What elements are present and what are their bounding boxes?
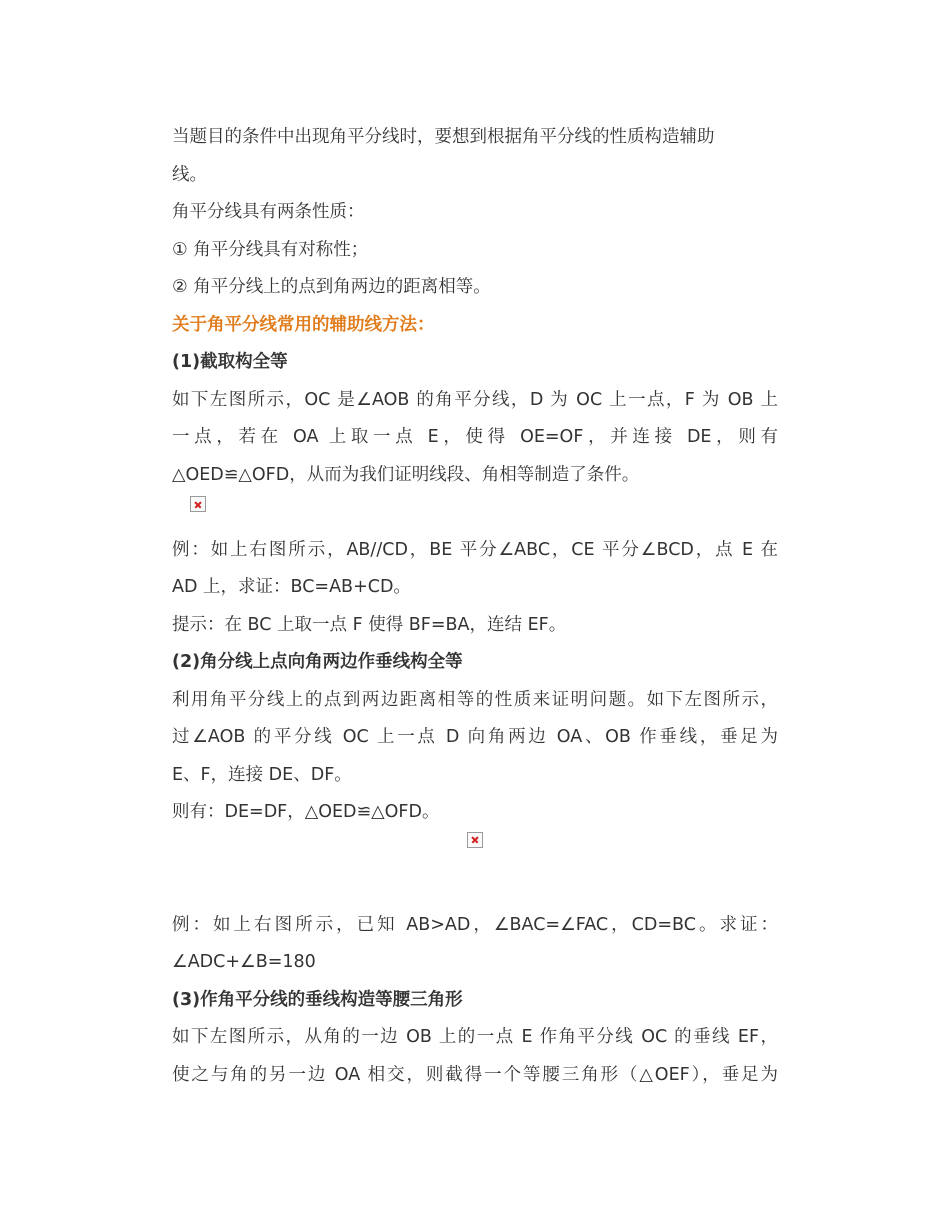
method-1-example-line-1: 例：如上右图所示，AB//CD，BE 平分∠ABC，CE 平分∠BCD，点 E 在 xyxy=(172,539,778,560)
method-2-example-line-1: 例：如上右图所示，已知 AB>AD，∠BAC=∠FAC，CD=BC。求证： xyxy=(172,914,778,935)
method-2-para-line-2: 过∠AOB 的平分线 OC 上一点 D 向角两边 OA、OB 作垂线，垂足为 xyxy=(172,727,778,747)
method-2-para-line-3: E、F，连接 DE、DF。 xyxy=(172,764,352,785)
method-2-para-line-1: 利用角平分线上的点到两边距离相等的性质来证明问题。如下左图所示， xyxy=(172,689,778,710)
method-2-title: (2)角分线上点向角两边作垂线构全等 xyxy=(172,652,463,672)
method-3-para-line-2: 使之与角的另一边 OA 相交，则截得一个等腰三角形（△OEF），垂足为 xyxy=(172,1064,778,1085)
intro-line-3: 角平分线具有两条性质： xyxy=(172,202,365,222)
method-1-title: (1)截取构全等 xyxy=(172,352,288,372)
method-3-title: (3)作角平分线的垂线构造等腰三角形 xyxy=(172,989,463,1010)
method-3-para-line-1: 如下左图所示，从角的一边 OB 上的一点 E 作角平分线 OC 的垂线 EF， xyxy=(172,1027,778,1047)
broken-image-icon xyxy=(190,496,206,512)
method-1-example-line-2: AD 上，求证：BC=AB+CD。 xyxy=(172,577,411,597)
method-2-example-line-2: ∠ADC+∠B=180 xyxy=(172,952,316,972)
property-2: ② 角平分线上的点到角两边的距离相等。 xyxy=(172,277,491,297)
method-2-conclusion: 则有：DE=DF，△OED≌△OFD。 xyxy=(172,802,440,822)
method-1-figure-row xyxy=(172,494,778,532)
broken-image-icon xyxy=(467,832,483,848)
section-title: 关于角平分线常用的辅助线方法： xyxy=(172,314,435,335)
method-1-para-line-1: 如下左图所示，OC 是∠AOB 的角平分线，D 为 OC 上一点，F 为 OB 上 xyxy=(172,389,778,410)
intro-line-2: 线。 xyxy=(172,164,207,185)
method-2-figure-row xyxy=(172,832,778,907)
intro-line-1: 当题目的条件中出现角平分线时，要想到根据角平分线的性质构造辅助 xyxy=(172,127,715,147)
method-1-para-line-3: △OED≌△OFD，从而为我们证明线段、角相等制造了条件。 xyxy=(172,464,640,485)
document-body xyxy=(172,119,778,1094)
method-1-hint: 提示：在 BC 上取一点 F 使得 BF=BA，连结 EF。 xyxy=(172,614,567,635)
method-1-para-line-2: 一点，若在 OA 上取一点 E，使得 OE=OF，并连接 DE，则有 xyxy=(172,427,778,447)
property-1: ① 角平分线具有对称性； xyxy=(172,239,369,260)
